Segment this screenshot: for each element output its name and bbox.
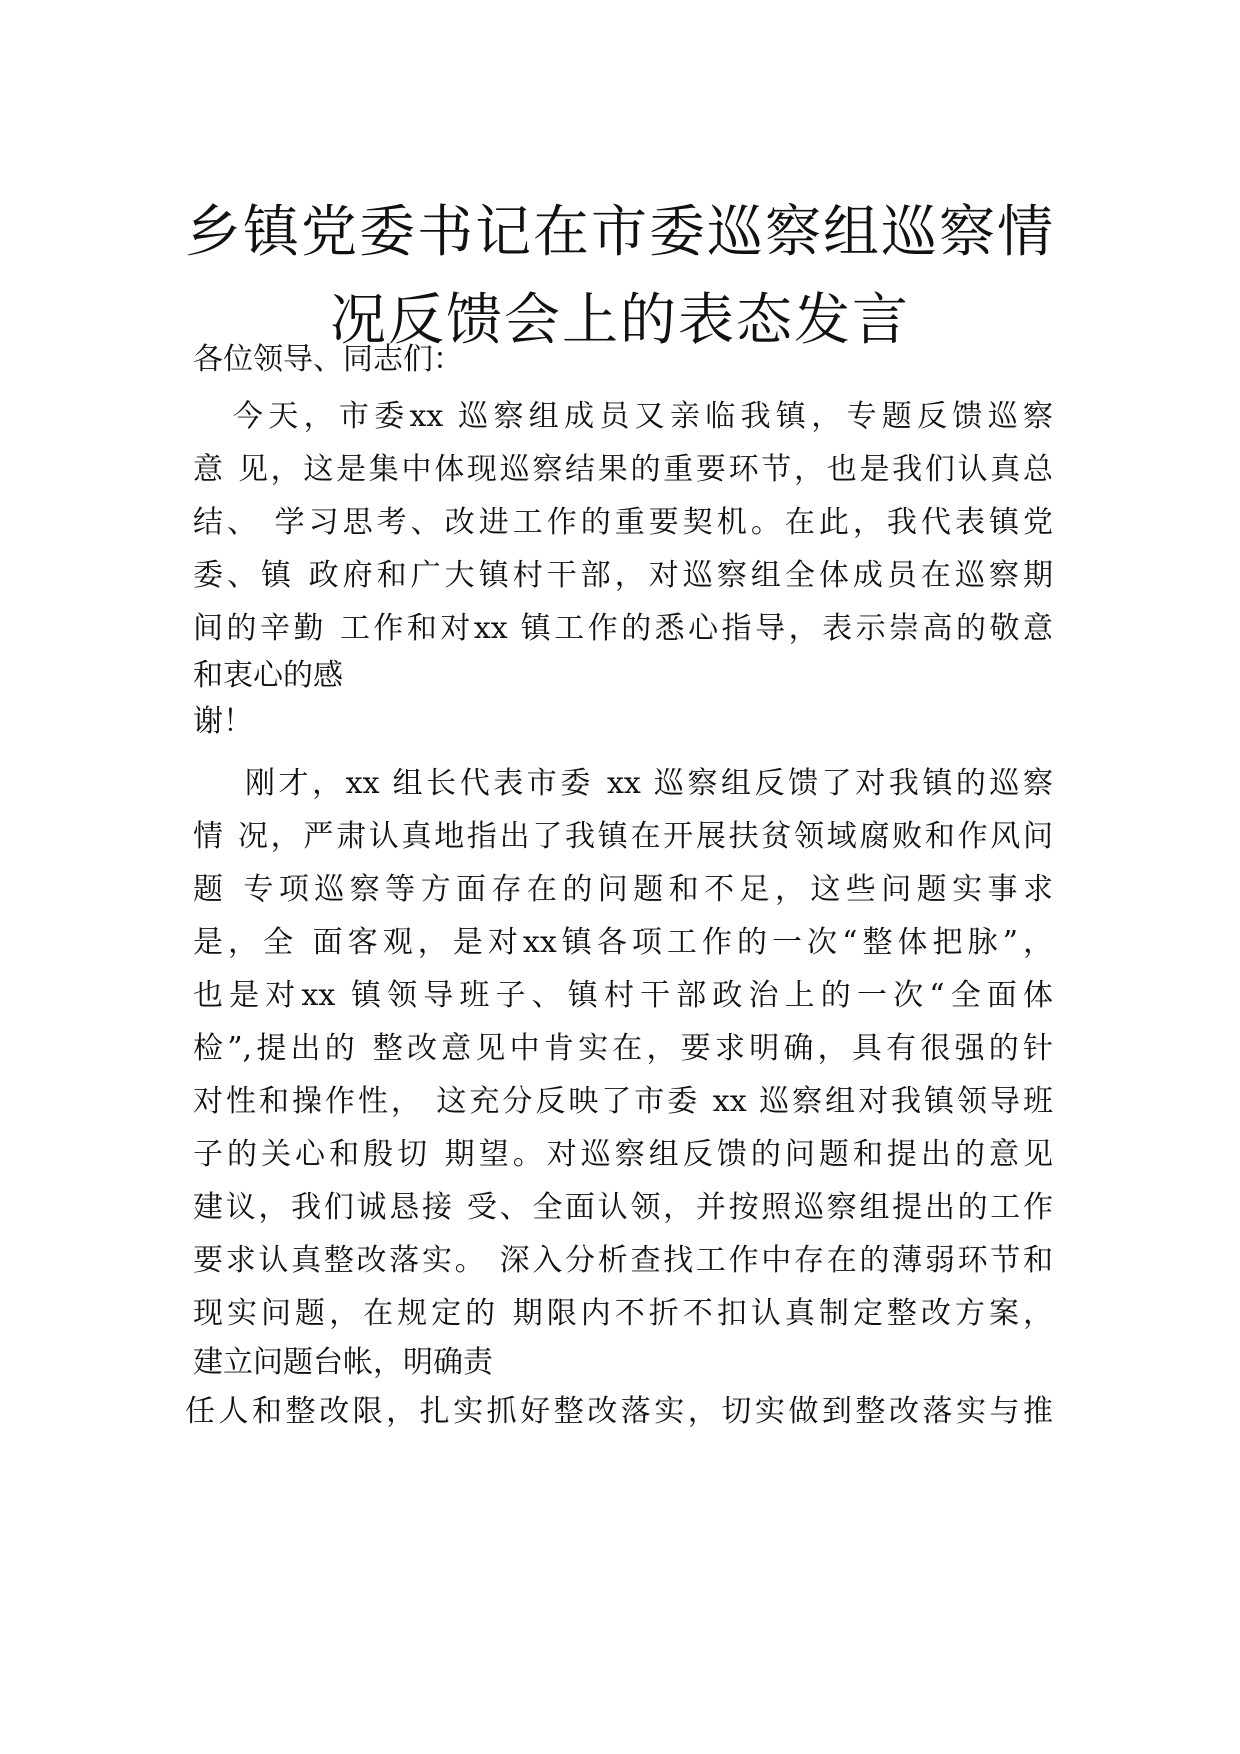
paragraph-1-line-7: 谢！ bbox=[193, 704, 253, 739]
paragraph-2-line-11: 现实问题，在规定的 期限内不折不扣认真制定整改方案， bbox=[193, 1296, 1053, 1331]
paragraph-2-line-3: 题 专项巡察等方面存在的问题和不足，这些问题实事求 bbox=[193, 872, 1053, 907]
paragraph-2-line-7: 对性和操作性， 这充分反映了市委 xx 巡察组对我镇领导班 bbox=[193, 1084, 1053, 1119]
paragraph-1-line-5: 间的辛勤 工作和对xx 镇工作的悉心指导，表示崇高的敬意 bbox=[193, 611, 1053, 646]
paragraph-2-line-13: 任人和整改限，扎实抓好整改落实，切实做到整改落实与推 bbox=[185, 1394, 1053, 1429]
document-title-line-1: 乡镇党委书记在市委巡察组巡察情 bbox=[185, 200, 1055, 265]
paragraph-2-line-12: 建立问题台帐，明确责 bbox=[193, 1345, 493, 1380]
paragraph-1-line-3: 结、 学习思考、改进工作的重要契机。在此，我代表镇党 bbox=[193, 505, 1053, 540]
paragraph-2-line-2: 情 况，严肃认真地指出了我镇在开展扶贫领域腐败和作风问 bbox=[193, 819, 1053, 854]
paragraph-2-line-8: 子的关心和殷切 期望。对巡察组反馈的问题和提出的意见 bbox=[193, 1137, 1053, 1172]
paragraph-2-line-10: 要求认真整改落实。 深入分析查找工作中存在的薄弱环节和 bbox=[193, 1243, 1053, 1278]
document-title-line-2: 况反馈会上的表态发言 bbox=[330, 288, 910, 353]
paragraph-2-line-1: 刚才，xx 组长代表市委 xx 巡察组反馈了对我镇的巡察 bbox=[245, 766, 1053, 801]
paragraph-1-line-4: 委、镇 政府和广大镇村干部，对巡察组全体成员在巡察期 bbox=[193, 558, 1053, 593]
paragraph-1-line-2: 意 见，这是集中体现巡察结果的重要环节，也是我们认真总 bbox=[193, 452, 1053, 487]
paragraph-2-line-5: 也是对xx 镇领导班子、镇村干部政治上的一次“全面体 bbox=[193, 978, 1053, 1013]
paragraph-2-line-9: 建议，我们诚恳接 受、全面认领，并按照巡察组提出的工作 bbox=[193, 1190, 1053, 1225]
paragraph-1-line-6: 和衷心的感 bbox=[193, 658, 343, 693]
paragraph-2-line-6: 检”,提出的 整改意见中肯实在，要求明确，具有很强的针 bbox=[193, 1031, 1053, 1066]
salutation: 各位领导、同志们： bbox=[193, 342, 463, 377]
paragraph-1-line-1: 今天，市委xx 巡察组成员又亲临我镇，专题反馈巡察 bbox=[233, 399, 1053, 434]
paragraph-2-line-4: 是，全 面客观，是对xx镇各项工作的一次“整体把脉”， bbox=[193, 925, 1053, 960]
